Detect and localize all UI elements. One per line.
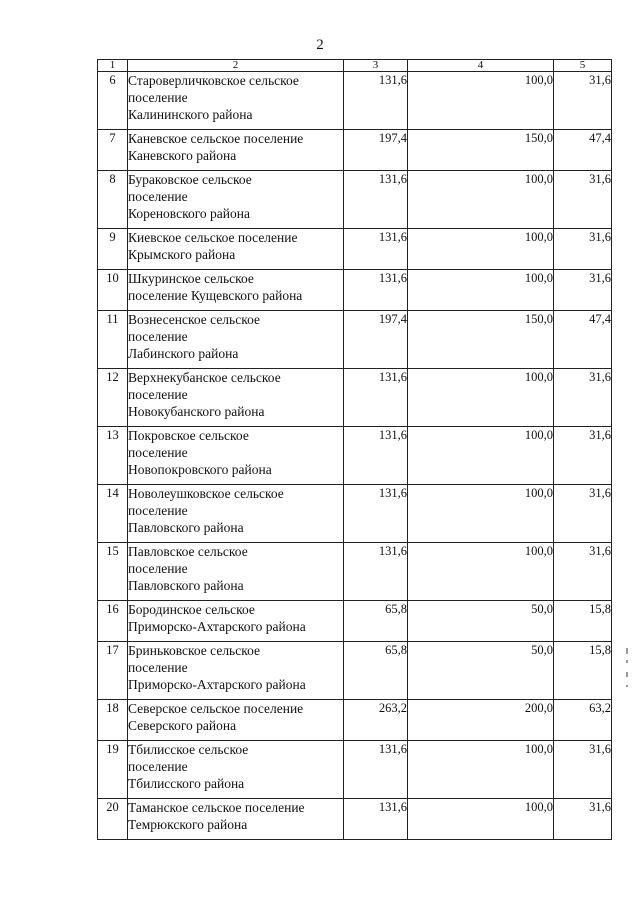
row-number: 20: [98, 799, 128, 840]
row-number: 15: [98, 543, 128, 601]
settlement-name-line: Таманское сельское поселение: [128, 800, 305, 815]
value-col-4: 100,0: [408, 741, 554, 799]
value-col-4: 200,0: [408, 700, 554, 741]
settlement-name: [128, 72, 344, 130]
table-row: [98, 369, 612, 427]
value-col-3: 131,6: [344, 369, 408, 427]
value-col-4: 50,0: [408, 601, 554, 642]
settlement-name-line: поселение: [128, 387, 188, 402]
table-row: [98, 485, 612, 543]
row-number: 16: [98, 601, 128, 642]
value-col-3: 131,6: [344, 270, 408, 311]
value-col-5: 31,6: [554, 427, 612, 485]
settlement-name: [128, 427, 344, 485]
settlement-name-line: Северское сельское поселение: [128, 701, 304, 716]
settlement-name-line: Крымского района: [128, 247, 236, 262]
value-col-5: 31,6: [554, 171, 612, 229]
row-number: 19: [98, 741, 128, 799]
table-row: [98, 642, 612, 700]
table-row: [98, 700, 612, 741]
settlement-name-line: Киевское сельское поселение: [128, 230, 298, 245]
settlement-name-line: Приморско-Ахтарского района: [128, 619, 306, 634]
value-col-5: 31,6: [554, 799, 612, 840]
settlement-name: [128, 799, 344, 840]
settlement-name-line: Новолеушковское сельское: [128, 486, 284, 501]
settlement-name-line: Приморско-Ахтарского района: [128, 677, 306, 692]
scan-edge-mark: [626, 660, 628, 663]
value-col-5: 47,4: [554, 130, 612, 171]
value-col-5: 63,2: [554, 700, 612, 741]
value-col-5: 47,4: [554, 311, 612, 369]
value-col-5: 31,6: [554, 543, 612, 601]
scan-edge-mark: [626, 648, 628, 654]
value-col-3: 65,8: [344, 601, 408, 642]
settlement-name-line: Северского района: [128, 718, 237, 733]
column-header-3: 3: [344, 60, 408, 72]
settlement-name-line: Бородинское сельское: [128, 602, 255, 617]
settlement-name: [128, 171, 344, 229]
row-number: 17: [98, 642, 128, 700]
value-col-5: 31,6: [554, 369, 612, 427]
value-col-4: 100,0: [408, 72, 554, 130]
settlement-name: [128, 601, 344, 642]
row-number: 14: [98, 485, 128, 543]
settlement-name-line: поселение: [128, 445, 188, 460]
settlement-name-line: Шкуринское сельское: [128, 271, 254, 286]
value-col-5: 15,8: [554, 642, 612, 700]
settlement-name: [128, 369, 344, 427]
value-col-3: 197,4: [344, 311, 408, 369]
value-col-4: 150,0: [408, 311, 554, 369]
scan-edge-mark: [626, 672, 628, 677]
settlement-name-line: поселение: [128, 561, 188, 576]
value-col-3: 263,2: [344, 700, 408, 741]
row-number: 6: [98, 72, 128, 130]
table-row: [98, 72, 612, 130]
settlement-name-line: Покровское сельское: [128, 428, 249, 443]
table-row: [98, 270, 612, 311]
value-col-4: 100,0: [408, 427, 554, 485]
settlement-name-line: Новокубанского района: [128, 404, 265, 419]
value-col-3: 131,6: [344, 229, 408, 270]
column-header-4: 4: [408, 60, 554, 72]
value-col-4: 50,0: [408, 642, 554, 700]
value-col-3: 197,4: [344, 130, 408, 171]
settlement-name-line: Лабинского района: [128, 346, 239, 361]
value-col-4: 100,0: [408, 485, 554, 543]
settlement-name-line: поселение: [128, 329, 188, 344]
settlement-name: [128, 229, 344, 270]
value-col-3: 65,8: [344, 642, 408, 700]
row-number: 10: [98, 270, 128, 311]
settlement-name-line: Новопокровского района: [128, 462, 272, 477]
value-col-4: 100,0: [408, 171, 554, 229]
settlement-name: [128, 485, 344, 543]
settlement-name-line: Павловское сельское: [128, 544, 248, 559]
settlement-name: [128, 543, 344, 601]
value-col-4: 100,0: [408, 799, 554, 840]
settlement-name: [128, 311, 344, 369]
table-row: [98, 229, 612, 270]
settlement-name-line: Староверличковское сельское: [128, 73, 299, 88]
settlement-name-line: Верхнекубанское сельское: [128, 370, 281, 385]
allocation-table: [97, 59, 612, 840]
settlement-name-line: поселение: [128, 660, 188, 675]
row-number: 18: [98, 700, 128, 741]
value-col-4: 150,0: [408, 130, 554, 171]
table-row: [98, 601, 612, 642]
settlement-name: [128, 700, 344, 741]
settlement-name-line: Бриньковское сельское: [128, 643, 260, 658]
settlement-name-line: Бураковское сельское: [128, 172, 252, 187]
settlement-name-line: поселение: [128, 189, 188, 204]
settlement-name-line: поселение: [128, 90, 188, 105]
settlement-name-line: Тбилисское сельское: [128, 742, 249, 757]
settlement-name: [128, 270, 344, 311]
table-row: [98, 171, 612, 229]
value-col-3: 131,6: [344, 543, 408, 601]
settlement-name-line: Вознесенское сельское: [128, 312, 260, 327]
value-col-5: 31,6: [554, 741, 612, 799]
value-col-3: 131,6: [344, 72, 408, 130]
value-col-5: 31,6: [554, 485, 612, 543]
value-col-4: 100,0: [408, 543, 554, 601]
value-col-5: 31,6: [554, 72, 612, 130]
table-row: [98, 741, 612, 799]
header-row: [98, 60, 612, 72]
table-row: [98, 543, 612, 601]
column-header-1: 1: [98, 60, 128, 72]
row-number: 8: [98, 171, 128, 229]
value-col-5: 15,8: [554, 601, 612, 642]
value-col-5: 31,6: [554, 229, 612, 270]
column-header-2: 2: [128, 60, 344, 72]
value-col-5: 31,6: [554, 270, 612, 311]
value-col-3: 131,6: [344, 171, 408, 229]
settlement-name-line: Каневского района: [128, 148, 237, 163]
table-row: [98, 311, 612, 369]
row-number: 12: [98, 369, 128, 427]
column-header-5: 5: [554, 60, 612, 72]
settlement-name-line: поселение: [128, 759, 188, 774]
settlement-name: [128, 741, 344, 799]
settlement-name-line: поселение Кущевского района: [128, 288, 303, 303]
row-number: 9: [98, 229, 128, 270]
settlement-name-line: Каневское сельское поселение: [128, 131, 304, 146]
value-col-3: 131,6: [344, 741, 408, 799]
value-col-4: 100,0: [408, 229, 554, 270]
settlement-name-line: Темрюкского района: [128, 817, 248, 832]
value-col-3: 131,6: [344, 485, 408, 543]
row-number: 7: [98, 130, 128, 171]
row-number: 13: [98, 427, 128, 485]
settlement-name-line: поселение: [128, 503, 188, 518]
value-col-3: 131,6: [344, 799, 408, 840]
table-row: [98, 799, 612, 840]
settlement-name: [128, 130, 344, 171]
value-col-3: 131,6: [344, 427, 408, 485]
scan-edge-mark: [626, 685, 628, 687]
page-number: 2: [316, 37, 324, 53]
value-col-4: 100,0: [408, 270, 554, 311]
table-row: [98, 130, 612, 171]
settlement-name-line: Павловского района: [128, 520, 244, 535]
settlement-name: [128, 642, 344, 700]
settlement-name-line: Кореновского района: [128, 206, 250, 221]
row-number: 11: [98, 311, 128, 369]
table-row: [98, 427, 612, 485]
settlement-name-line: Калининского района: [128, 107, 253, 122]
settlement-name-line: Тбилисского района: [128, 776, 245, 791]
settlement-name-line: Павловского района: [128, 578, 244, 593]
value-col-4: 100,0: [408, 369, 554, 427]
